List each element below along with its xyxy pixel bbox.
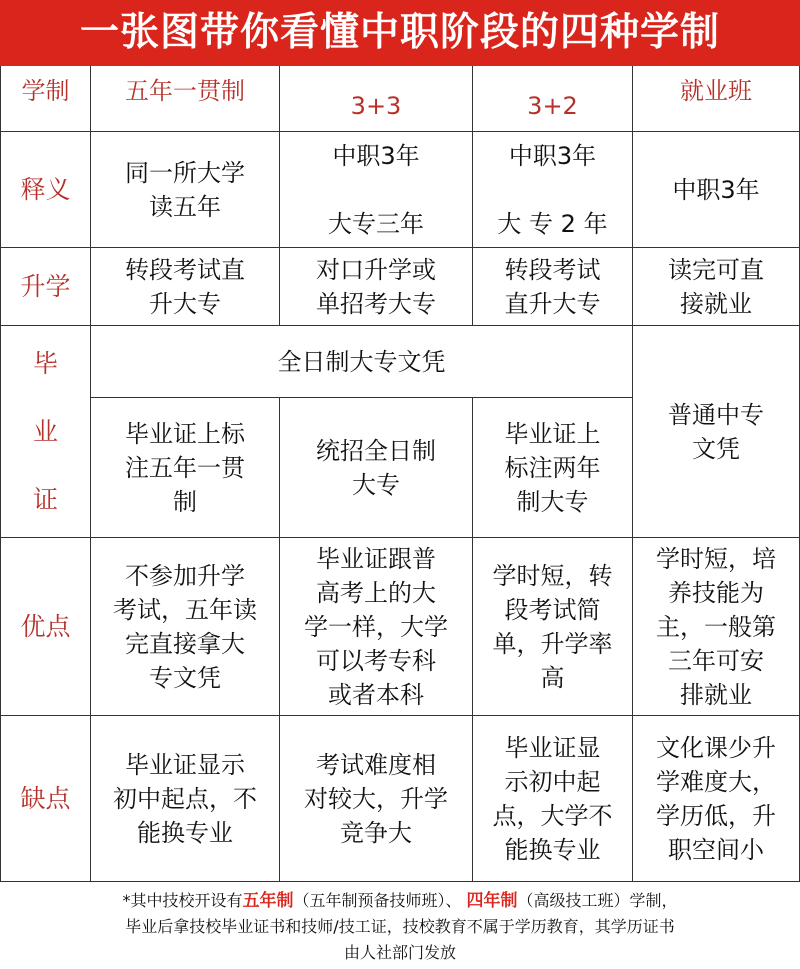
footnote-line-3: 由人社部门发放 [343,943,456,962]
cell-advantages-five-year: 不参加升学 考试，五年读 完直接拿大 专文凭 [91,538,280,716]
footnote-highlight-five-year: 五年制 [242,891,294,911]
cell-advantages-3-plus-3: 毕业证跟普 高考上的大 学一样，大学 可以考专科 或者本科 [280,538,473,716]
header-five-year: 五年一贯制 [91,66,280,132]
row-label-certificate [0,326,91,538]
row-label-advantages: 优点 [0,538,91,716]
cell-disadvantages-five-year: 毕业证显示 初中起点，不 能换专业 [91,716,280,882]
certificate-label-char: 毕 [32,348,58,378]
cell-promotion-3-plus-2: 转段考试 直升大专 [473,248,633,326]
page-title: 一张图带你看懂中职阶段的四种学制 [0,0,800,66]
cell-meaning-3-plus-2: 中职3年 大 专 2 年 [473,132,633,248]
footnote-text: *其中技校开设有 [122,891,243,910]
cell-disadvantages-3-plus-3: 考试难度相 对较大，升学 竞争大 [280,716,473,882]
cell-certificate-five-year: 毕业证上标 注五年一贯 制 [91,398,280,538]
footnote-text: （高级技工班）学制， [517,891,678,910]
cell-certificate-employment: 普通中专 文凭 [633,326,800,538]
cell-certificate-3-plus-3: 统招全日制 大专 [280,398,473,538]
cell-disadvantages-employment: 文化课少升 学难度大， 学历低，升 职空间小 [633,716,800,882]
header-3-plus-3: 3+3 [280,66,473,132]
cell-certificate-3-plus-2: 毕业证上 标注两年 制大专 [473,398,633,538]
header-employment-class: 就业班 [633,66,800,132]
footnote-text: （五年制预备技师班）、 [293,891,467,910]
cell-meaning-five-year: 同一所大学 读五年 [91,132,280,248]
footnote [0,882,800,969]
certificate-label-char: 业 [32,416,58,446]
cell-advantages-3-plus-2: 学时短，转 段考试简 单，升学率 高 [473,538,633,716]
certificate-label-char: 证 [32,484,58,514]
cell-meaning-employment: 中职3年 [633,132,800,248]
corner-header: 学制 [0,66,91,132]
row-label-disadvantages: 缺点 [0,716,91,882]
row-label-promotion: 升学 [0,248,91,326]
cell-promotion-3-plus-3: 对口升学或 单招考大专 [280,248,473,326]
cell-certificate-merged: 全日制大专文凭 [91,326,633,398]
cell-disadvantages-3-plus-2: 毕业证显 示初中起 点，大学不 能换专业 [473,716,633,882]
cell-meaning-3-plus-3: 中职3年 大专三年 [280,132,473,248]
footnote-highlight-four-year: 四年制 [466,891,518,911]
row-label-meaning: 释义 [0,132,91,248]
cell-promotion-employment: 读完可直 接就业 [633,248,800,326]
cell-advantages-employment: 学时短，培 养技能为 主，一般第 三年可安 排就业 [633,538,800,716]
header-3-plus-2: 3+2 [473,66,633,132]
footnote-line-1 [0,888,800,914]
comparison-table [0,66,800,882]
footnote-line-2: 毕业后拿技校毕业证书和技师/技工证，技校教育不属于学历教育，其学历证书 [125,917,675,936]
cell-promotion-five-year: 转段考试直 升大专 [91,248,280,326]
